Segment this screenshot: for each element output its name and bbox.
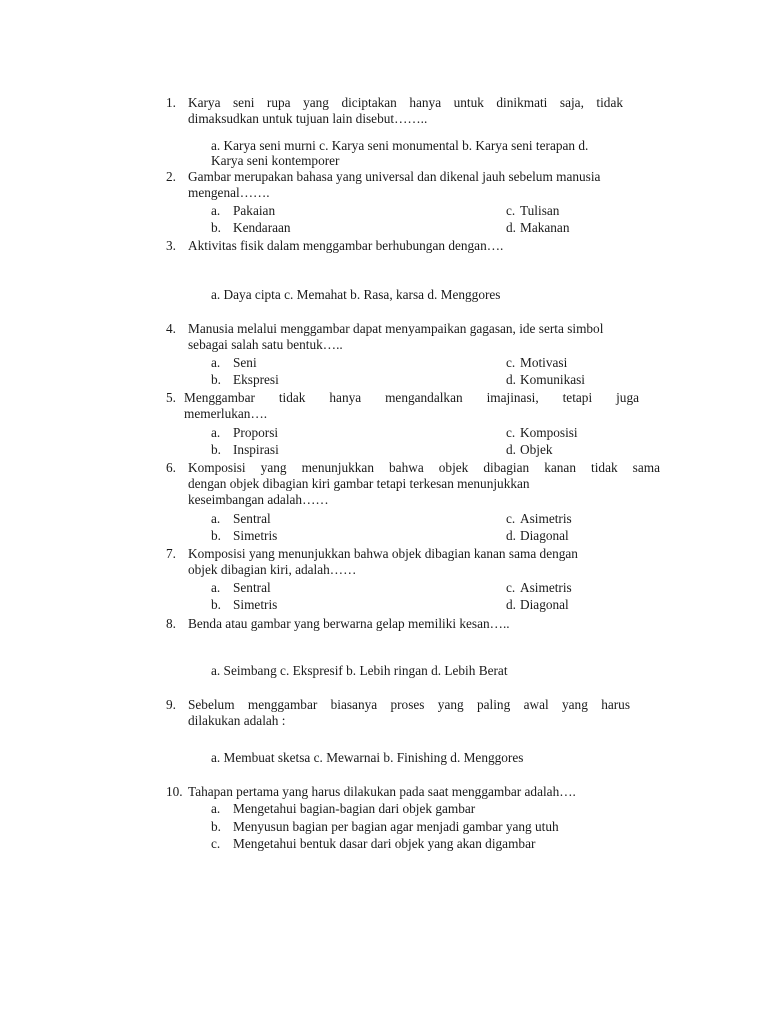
question-1-options-line-1: a. Karya seni murni c. Karya seni monumental b. Karya seni terapan d. [211, 138, 589, 153]
question-9-number: 9. [166, 697, 176, 712]
question-10-option-b: Menyusun bagian per bagian agar menjadi gambar yang utuh [233, 819, 559, 834]
question-8-text-line-1: Benda atau gambar yang berwarna gelap memiliki kesan….. [188, 616, 510, 631]
question-3-text-line-1: Aktivitas fisik dalam menggambar berhubungan dengan…. [188, 238, 504, 253]
question-4-option-d-letter: d. [506, 372, 516, 387]
question-7-option-a: Sentral [233, 580, 271, 595]
question-6-option-d-letter: d. [506, 528, 516, 543]
question-5-option-a-letter: a. [211, 425, 221, 440]
question-7-option-d: Diagonal [520, 597, 569, 612]
question-9-text-line-1: Sebelum menggambar biasanya proses yang paling awal yang harus [188, 697, 630, 712]
question-10-option-b-letter: b. [211, 819, 221, 834]
question-1-text-line-2: dimaksudkan untuk tujuan lain disebut…….. [188, 111, 428, 126]
question-4-option-c-letter: c. [506, 355, 516, 370]
question-10-number: 10. [166, 784, 183, 799]
question-8-number: 8. [166, 616, 176, 631]
question-6-text-line-3: keseimbangan adalah…… [188, 492, 329, 507]
question-4-option-b: Ekspresi [233, 372, 279, 387]
question-2-option-b-letter: b. [211, 220, 221, 235]
question-4-option-c: Motivasi [520, 355, 568, 370]
question-7-option-b-letter: b. [211, 597, 221, 612]
question-6-option-c-letter: c. [506, 511, 516, 526]
question-6-text-line-2: dengan objek dibagian kiri gambar tetapi terkesan menunjukkan [188, 476, 530, 491]
question-7-option-c: Asimetris [520, 580, 572, 595]
question-2-number: 2. [166, 169, 176, 184]
question-4-option-d: Komunikasi [520, 372, 586, 387]
question-5-number: 5. [166, 390, 176, 405]
question-6-option-c: Asimetris [520, 511, 572, 526]
question-10-option-a: Mengetahui bagian-bagian dari objek gambar [233, 801, 476, 816]
question-5-option-c-letter: c. [506, 425, 516, 440]
question-6-text-line-1: Komposisi yang menunjukkan bahwa objek dibagian kanan tidak sama [188, 460, 660, 475]
question-3-number: 3. [166, 238, 176, 253]
question-5-option-b: Inspirasi [233, 442, 279, 457]
question-4-number: 4. [166, 321, 176, 336]
question-2-option-c: Tulisan [520, 203, 560, 218]
question-5-text-line-1: Menggambar tidak hanya mengandalkan imajinasi, tetapi juga [184, 390, 639, 405]
question-7-number: 7. [166, 546, 176, 561]
question-1-number: 1. [166, 95, 176, 110]
question-10-option-c-letter: c. [211, 836, 221, 851]
question-2-text-line-1: Gambar merupakan bahasa yang universal dan dikenal jauh sebelum manusia [188, 169, 601, 184]
question-5-option-b-letter: b. [211, 442, 221, 457]
question-6-option-a-letter: a. [211, 511, 221, 526]
question-2-option-d: Makanan [520, 220, 570, 235]
question-4-option-a-letter: a. [211, 355, 221, 370]
question-10-option-c: Mengetahui bentuk dasar dari objek yang akan digambar [233, 836, 536, 851]
question-2-text-line-2: mengenal……. [188, 185, 270, 200]
question-4-text-line-1: Manusia melalui menggambar dapat menyampaikan gagasan, ide serta simbol [188, 321, 604, 336]
question-7-text-line-2: objek dibagian kiri, adalah…… [188, 562, 357, 577]
question-10-option-a-letter: a. [211, 801, 221, 816]
question-6-option-a: Sentral [233, 511, 271, 526]
question-2-option-c-letter: c. [506, 203, 516, 218]
question-9-text-line-2: dilakukan adalah : [188, 713, 286, 728]
question-7-option-c-letter: c. [506, 580, 516, 595]
question-9-options-line-1: a. Membuat sketsa c. Mewarnai b. Finishing d. Menggores [211, 750, 524, 765]
question-6-option-d: Diagonal [520, 528, 569, 543]
question-2-option-a-letter: a. [211, 203, 221, 218]
question-5-option-a: Proporsi [233, 425, 279, 440]
question-1-options-line-2: Karya seni kontemporer [211, 153, 340, 168]
question-6-number: 6. [166, 460, 176, 475]
question-8-options-line-1: a. Seimbang c. Ekspresif b. Lebih ringan d. Lebih Berat [211, 663, 508, 678]
question-5-option-d-letter: d. [506, 442, 516, 457]
question-2-option-d-letter: d. [506, 220, 516, 235]
question-5-option-d: Objek [520, 442, 553, 457]
question-2-option-b: Kendaraan [233, 220, 291, 235]
question-2-option-a: Pakaian [233, 203, 276, 218]
question-1-text-line-1: Karya seni rupa yang diciptakan hanya untuk dinikmati saja, tidak [188, 95, 623, 110]
question-10-text-line-1: Tahapan pertama yang harus dilakukan pada saat menggambar adalah…. [188, 784, 576, 799]
question-7-option-b: Simetris [233, 597, 278, 612]
question-6-option-b-letter: b. [211, 528, 221, 543]
question-4-text-line-2: sebagai salah satu bentuk….. [188, 337, 343, 352]
question-7-text-line-1: Komposisi yang menunjukkan bahwa objek dibagian kanan sama dengan [188, 546, 578, 561]
question-4-option-a: Seni [233, 355, 257, 370]
question-4-option-b-letter: b. [211, 372, 221, 387]
question-5-text-line-2: memerlukan…. [184, 406, 268, 421]
question-6-option-b: Simetris [233, 528, 278, 543]
question-7-option-a-letter: a. [211, 580, 221, 595]
question-5-option-c: Komposisi [520, 425, 578, 440]
question-3-options-line-1: a. Daya cipta c. Memahat b. Rasa, karsa d. Menggores [211, 287, 501, 302]
question-7-option-d-letter: d. [506, 597, 516, 612]
